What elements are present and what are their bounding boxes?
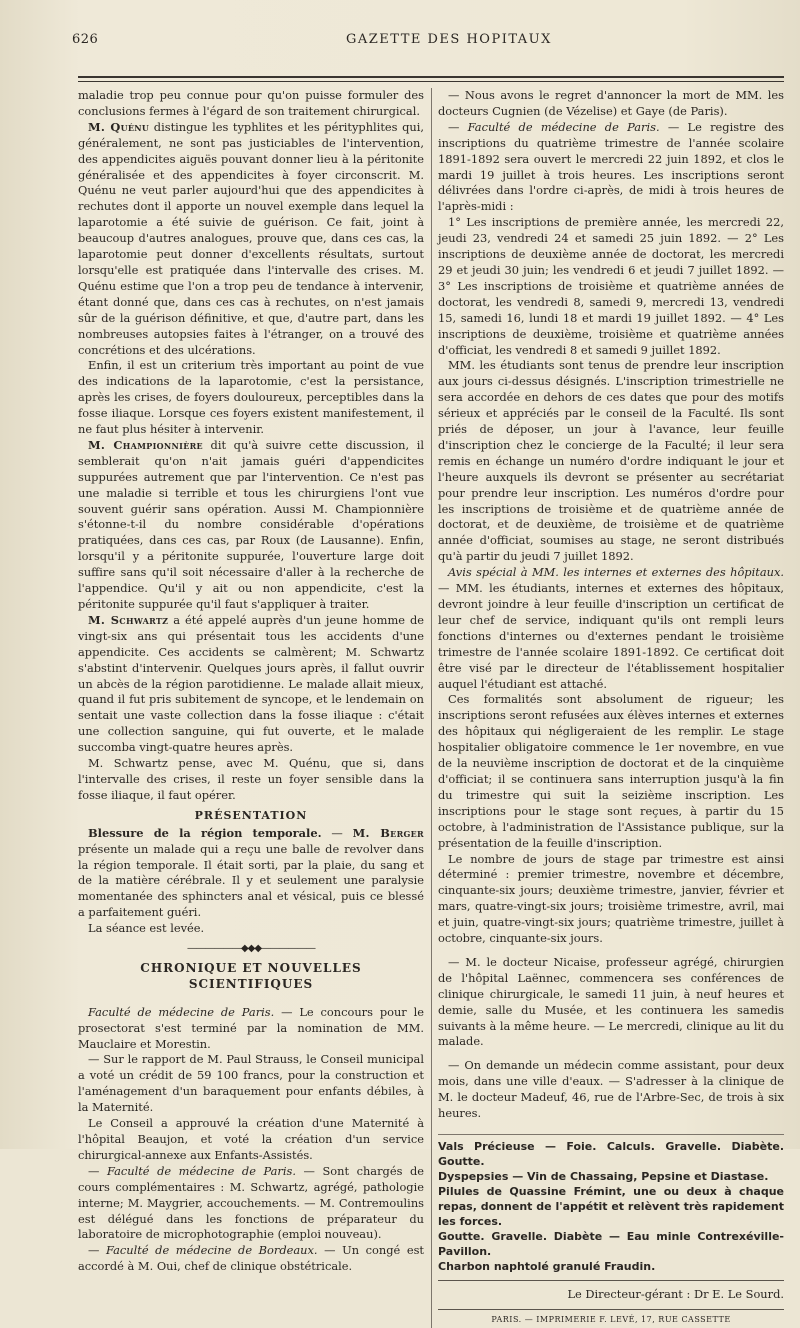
left-column [78, 88, 424, 1328]
ornament-divider: ——————◆◆◆—————— [186, 943, 316, 955]
paragraph: M. Schwartz pense, avec M. Quénu, que si, dans l'intervalle des crises, il reste un foyer sensible dans la fosse iliaque, il faut opérer. [78, 756, 424, 802]
ad-line: Vals Précieuse — Foie. Calculs. Gravelle. Diabète. Goutte. [438, 1140, 784, 1168]
ad-line: Goutte. Gravelle. Diabète — Eau minle Contrexéville-Pavillon. [438, 1230, 784, 1258]
speaker-name: M. Berger [352, 825, 424, 840]
paragraph: Avis spécial à MM. les internes et externes des hôpitaux. — MM. les étudiants, internes et externes des hôpitaux, devront joindre à leur feuille d'inscription un certificat de leur chef de service, indiquant qu'ils ont rempli leurs fonctions d'internes ou d'externes pendant le troisième trimestre de l'année scolaire 1891-1892. Ce certificat doit être visé par le directeur de l'établissement hospitalier auquel l'étudiant est attaché. [438, 565, 784, 691]
paragraph: maladie trop peu connue pour qu'on puisse formuler des conclusions fermes à l'égard de son traitement chirurgical. [78, 88, 424, 118]
paragraph: — Nous avons le regret d'annoncer la mort de MM. les docteurs Cugnien (de Vézelise) et Gaye (de Paris). [438, 88, 784, 118]
paragraph: — M. le docteur Nicaise, professeur agrégé, chirurgien de l'hôpital Laënnec, commencera ses conférences de clinique chirurgicale, le samedi 11 juin, à neuf heures et demie, salle du Musée, et les continuera les samedis suivants à la même heure. — Le mercredi, clinique au lit du malade. [438, 954, 784, 1049]
paragraph: Faculté de médecine de Paris. — Le concours pour le prosectorat s'est terminé par la nomination de MM. Mauclaire et Morestin. [78, 1004, 424, 1051]
paragraph: Le Conseil a approuvé la création d'une Maternité à l'hôpital Beaujon, et voté la création d'un service chirurgical-annexe aux Enfants-Assistés. [78, 1116, 424, 1162]
page-number: 626 [72, 32, 99, 47]
paragraph: — On demande un médecin comme assistant, pour deux mois, dans une ville d'eaux. — S'adresser à la clinique de M. le docteur Madeuf, 46, rue de l'Arbre-Sec, de trois à six heures. [438, 1058, 784, 1121]
paragraph: Blessure de la région temporale. — M. Berger présente un malade qui a reçu une balle de revolver dans la région temporale. Il était sorti, par la plaie, du sang et de la matière cérébrale. Il y et seulement une paralysie momentanée des sphincters anal et vésical, puis ce blessé a parfaitement guéri. [78, 825, 424, 920]
advertisements [438, 1134, 784, 1274]
speaker-name: M. Championnière [88, 437, 203, 452]
two-column-body [66, 88, 784, 1328]
paragraph: M. Schwartz a été appelé auprès d'un jeune homme de vingt-six ans qui présentait tous les accidents d'une appendicite. Ces accidents se calmèrent; M. Schwartz s'abstint d'intervenir. Quelques jours après, il fallut ouvrir un abcès de la région parotidienne. Le malade allait mieux, quand il fut pris subitement de syncope, et le lendemain on sentait une vaste collection dans la fosse iliaque : c'était une collection sanguine, qui fut ouverte, et le malade succomba vingt-quatre heures après. [78, 612, 424, 755]
page-header [66, 30, 784, 52]
footer-rule [438, 1280, 784, 1281]
column-separator [431, 88, 432, 1328]
paragraph: Le nombre de jours de stage par trimestre est ainsi déterminé : premier trimestre, novembre et décembre, cinquante-six jours; deuxième trimestre, janvier, février et mars, quatre-vingt-six jours; troisième trimestre, avril, mai et juin, quatre-vingt-six jours; quatrième trimestre, juillet à octobre, cinquante-six jours. [438, 851, 784, 946]
director-signature: Le Directeur-gérant : Dr E. Le Sourd. [567, 1287, 784, 1301]
paragraph: MM. les étudiants sont tenus de prendre leur inscription aux jours ci-dessus désignés. L'inscription trimestrielle ne sera accordée en dehors de ces dates que pour des motifs sérieux et appréciés par le conseil de la Faculté. Ils sont priés de déposer, un jour à l'avance, leur feuille d'inscription chez le concierge de la Faculté; il leur sera remis en échange un numéro d'ordre indiquant le jour et l'heure auxquels ils devront se présenter au secrétariat pour prendre leur inscription. Les numéros d'ordre pour les inscriptions de troisième et de quatrième année de doctorat, et de deuxième, de troisième et de quatrième année d'officiat, soumises au stage, ne seront distribués qu'à partir du jeudi 7 juillet 1892. [438, 358, 784, 564]
printer-imprint: PARIS. — IMPRIMERIE F. LEVÉ, 17, RUE CASSETTE [491, 1314, 731, 1324]
paragraph: 1° Les inscriptions de première année, les mercredi 22, jeudi 23, vendredi 24 et samedi 25 juin 1892. — 2° Les inscriptions de deuxième année de doctorat, les mercredi 29 et jeudi 30 juin; les vendredi 6 et jeudi 7 juillet 1892. — 3° Les inscriptions de troisième et quatrième années de doctorat, les vendredi 8, samedi 9, mercredi 13, vendredi 15, samedi 16, lundi 18 et mardi 19 juillet 1892. — 4° Les inscriptions de deuxième, troisième et quatrième années d'officiat, les vendredi 8 et samedi 9 juillet 1892. [438, 215, 784, 357]
ad-line: Pilules de Quassine Frémint, une ou deux à chaque repas, donnent de l'appétit et relèvent très rapidement les forces. [438, 1185, 784, 1228]
case-title: Blessure de la région temporale. [88, 825, 322, 840]
paragraph: Enfin, il est un criterium très important au point de vue des indications de la laparotomie, c'est la persistance, après les crises, de foyers douloureux, perceptibles dans la fosse iliaque. Lorsque ces foyers existent manifestement, il ne faut plus hésiter à intervenir. [78, 358, 424, 437]
ad-line: Charbon naphtolé granulé Fraudin. [438, 1260, 656, 1273]
paragraph: Ces formalités sont absolument de rigueur; les inscriptions seront refusées aux élèves internes et externes des hôpitaux qui négligeraient de les remplir. Le stage hospitalier obligatoire commence le 1er novembre, en vue de la neuvième inscription de doctorat et de la cinquième d'officiat; il se continuera sans interruption jusqu'à la fin du trimestre qui suit la seizième inscription. Les inscriptions pour le stage sont reçues, à partir du 15 octobre, à l'administration de l'Assistance publique, sur la présentation de la feuille d'inscription. [438, 692, 784, 850]
paragraph: La séance est levée. [88, 921, 205, 936]
paragraph: M. Quénu distingue les typhlites et les pérityphlites qui, généralement, ne sont pas justiciables de l'intervention, des appendicites aiguës pouvant donner lieu à la péritonite généralisée et des appendicites à foyer circonscrit. M. Quénu ne veut parler aujourd'hui que des appendicites à rechutes dont il apporte un nouvel exemple dans lequel la laparotomie a été suivie de guérison. Ce fait, joint à beaucoup d'autres analogues, prouve que, dans ces cas, la laparotomie peut donner d'excellents résultats, surtout lorsqu'elle est pratiquée dans l'intervalle des crises. M. Quénu estime que l'on a trop peu de tendance à intervenir, étant donné que, dans ces cas à rechutes, on n'est jamais sûr de la guérison définitive, et que, d'autre part, dans les nombreuses autopsies faites à l'étranger, on a trouvé des concrétions et des ulcérations. [78, 119, 424, 357]
speaker-name: M. Schwartz [88, 612, 169, 627]
paragraph: — Faculté de médecine de Paris. — Le registre des inscriptions du quatrième trimestre de l'année scolaire 1891-1892 sera ouvert le mercredi 22 juin 1892, et clos le mardi 19 juillet à trois heures. Les inscriptions seront délivrées dans l'ordre ci-après, de midi à trois heures de l'après-midi : [438, 119, 784, 214]
paragraph: — Sur le rapport de M. Paul Strauss, le Conseil municipal a voté un crédit de 59 100 francs, pour la construction et l'aménagement d'un baraquement pour enfants débiles, à la Maternité. [78, 1052, 424, 1115]
footer-rule [438, 1309, 784, 1310]
paragraph: — Faculté de médecine de Paris. — Sont chargés de cours complémentaires : M. Schwartz, agrégé, pathologie interne; M. Maygrier, accouchements. — M. Contremoulins est délégué dans les fonctions de préparateur du laboratoire de microphotographie (emploi nouveau). [78, 1163, 425, 1242]
speaker-name: M. Quénu [88, 119, 150, 134]
paragraph: M. Championnière dit qu'à suivre cette discussion, il semblerait qu'on n'ait jamais guéri d'appendicites suppurées autrement que par l'intervention. Ce n'est pas une maladie si terrible et tous les chirurgiens l'ont vue souvent guérir sans opération. Aussi M. Championnière s'étonne-t-il du nombre considérable d'opérations pratiquées, dans ces cas, par Roux (de Lausanne). Enfin, lorsqu'il y a péritonite suppurée, l'ouverture large doit suffire sans qu'il soit nécessaire d'aller à la recherche de l'appendice. Qu'il y ait ou non appendicite, c'est la péritonite suppurée qu'il faut s'appliquer à traiter. [78, 437, 424, 611]
section-heading-presentation: PRÉSENTATION [194, 808, 308, 822]
right-column [438, 88, 784, 1328]
section-heading-chronique: CHRONIQUE ET NOUVELLES SCIENTIFIQUES [140, 960, 362, 991]
paragraph: — Faculté de médecine de Bordeaux. — Un congé est accordé à M. Oui, chef de clinique obstétricale. [78, 1243, 424, 1274]
ad-line: Dyspepsies — Vin de Chassaing, Pepsine et Diastase. [438, 1170, 769, 1183]
header-rule [78, 76, 784, 82]
journal-title: GAZETTE DES HOPITAUX [346, 32, 552, 47]
